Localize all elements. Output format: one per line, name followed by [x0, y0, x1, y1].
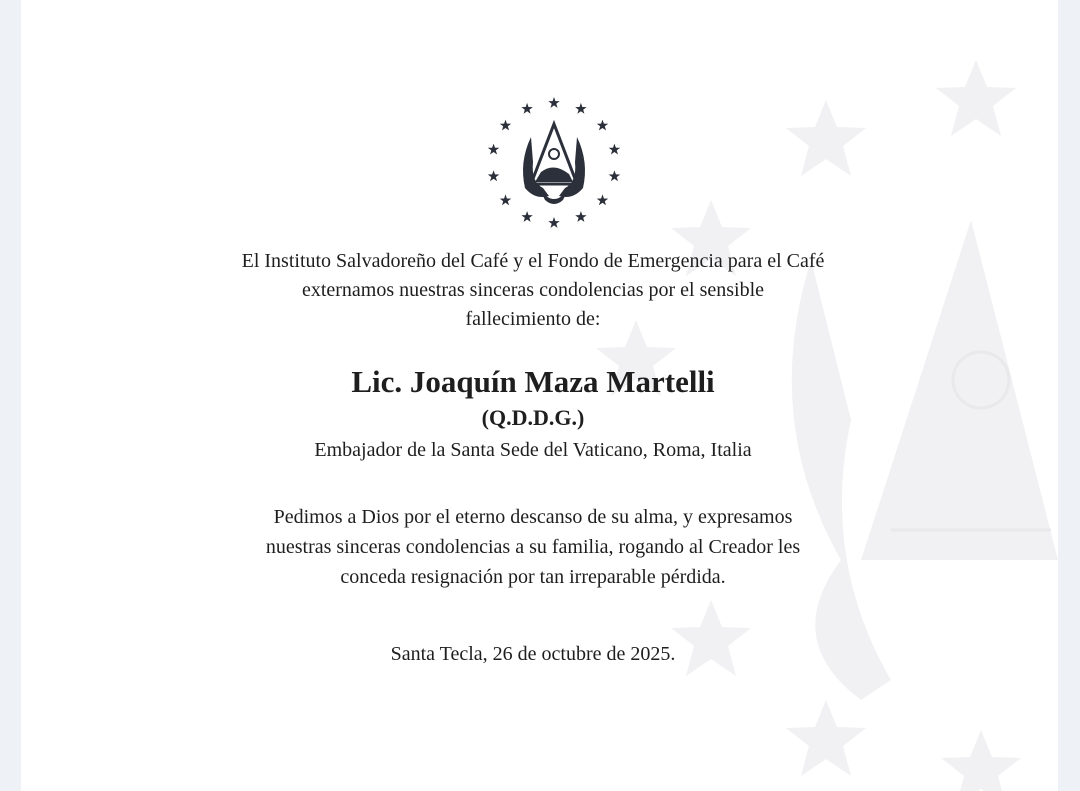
- message-line-3: conceda resignación por tan irreparable pérdida.: [340, 566, 726, 588]
- star-icon: [609, 144, 621, 155]
- deceased-name: Lic. Joaquín Maza Martelli: [351, 364, 715, 399]
- star-icon: [500, 120, 511, 131]
- star-icon: [548, 217, 559, 228]
- star-icon: [500, 194, 511, 205]
- date-line: Santa Tecla, 26 de octubre de 2025.: [390, 643, 676, 665]
- el-salvador-coat-of-arms-icon: [483, 92, 625, 234]
- intro-line-1: El Instituto Salvadoreño del Café y el Fondo de Emergencia para el Café: [241, 250, 825, 272]
- star-icon: [609, 170, 621, 181]
- condolence-notice: [21, 0, 1058, 791]
- star-icon: [521, 211, 532, 222]
- message-line-1: Pedimos a Dios por el eterno descanso de su alma, y expresamos: [273, 506, 793, 528]
- intro-line-3: fallecimiento de:: [465, 308, 601, 330]
- star-icon: [488, 170, 500, 181]
- intro-line-2: externamos nuestras sinceras condolencias por el sensible: [301, 279, 765, 301]
- deceased-title: Embajador de la Santa Sede del Vaticano, Roma, Italia: [314, 439, 752, 461]
- star-icon: [597, 194, 608, 205]
- deceased-suffix: (Q.D.D.G.): [481, 405, 585, 430]
- star-icon: [488, 144, 500, 155]
- star-icon: [548, 97, 559, 108]
- star-icon: [575, 103, 586, 114]
- star-icon: [521, 103, 532, 114]
- star-icon: [597, 120, 608, 131]
- star-icon: [575, 211, 586, 222]
- message-line-2: nuestras sinceras condolencias a su familia, rogando al Creador les: [265, 536, 801, 558]
